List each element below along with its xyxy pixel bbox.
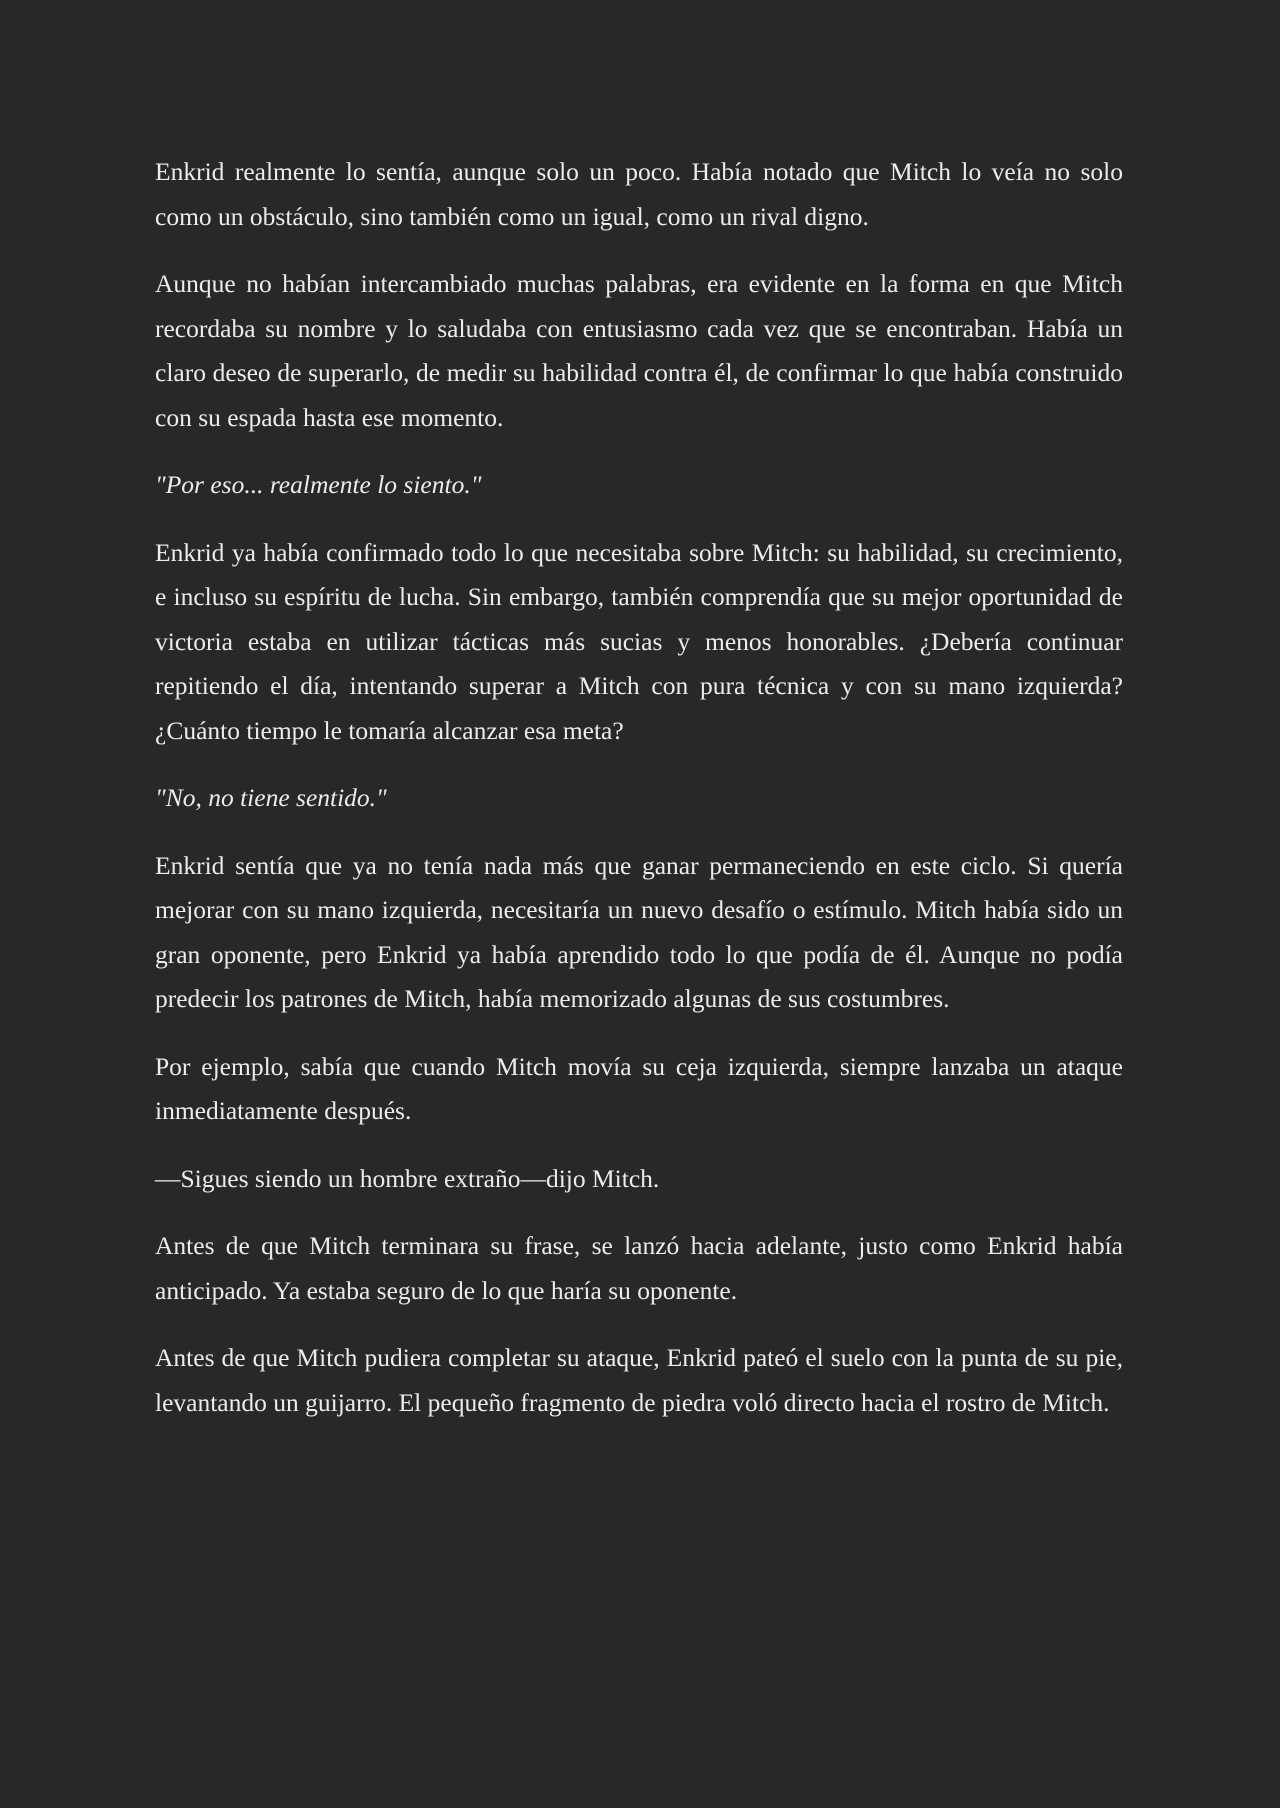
- paragraph-7: Antes de que Mitch pudiera completar su ataque, Enkrid pateó el suelo con la punta de su pie, levantando un guijarro. El pequeño fragmento de piedra voló directo hacia el rostro de Mitch.: [155, 1343, 1123, 1417]
- paragraph-5: Por ejemplo, sabía que cuando Mitch movía su ceja izquierda, siempre lanzaba un ataque inmediatamente después.: [155, 1051, 1123, 1125]
- paragraph-6: Antes de que Mitch terminara su frase, se lanzó hacia adelante, justo como Enkrid había anticipado. Ya estaba seguro de lo que haría su oponente.: [155, 1231, 1123, 1305]
- paragraph-2: Aunque no habían intercambiado muchas palabras, era evidente en la forma en que Mitch recordaba su nombre y lo saludaba con entusiasmo cada vez que se encontraban. Había un claro deseo de superarlo, de medir su habilidad contra él, de confirmar lo que había construido con su espada hasta ese momento.: [155, 269, 1123, 432]
- reader-page: [155, 150, 1123, 1448]
- thought-line-1: "Por eso... realmente lo siento.": [155, 470, 482, 499]
- paragraph-1: Enkrid realmente lo sentía, aunque solo un poco. Había notado que Mitch lo veía no solo como un obstáculo, sino también como un igual, como un rival digno.: [155, 157, 1123, 231]
- thought-line-2: "No, no tiene sentido.": [155, 783, 387, 812]
- paragraph-3: Enkrid ya había confirmado todo lo que necesitaba sobre Mitch: su habilidad, su crecimiento, e incluso su espíritu de lucha. Sin embargo, también comprendía que su mejor oportunidad de victoria estaba en utilizar tácticas más sucias y menos honorables. ¿Debería continuar repitiendo el día, intentando superar a Mitch con pura técnica y con su mano izquierda? ¿Cuánto tiempo le tomaría alcanzar esa meta?: [155, 537, 1123, 745]
- dialogue-line: —Sigues siendo un hombre extraño—dijo Mitch.: [155, 1163, 660, 1193]
- paragraph-4: Enkrid sentía que ya no tenía nada más que ganar permaneciendo en este ciclo. Si quería mejorar con su mano izquierda, necesitaría un nuevo desafío o estímulo. Mitch había sido un gran oponente, pero Enkrid ya había aprendido todo lo que podía de él. Aunque no podía predecir los patrones de Mitch, había memorizado algunas de sus costumbres.: [155, 850, 1123, 1013]
